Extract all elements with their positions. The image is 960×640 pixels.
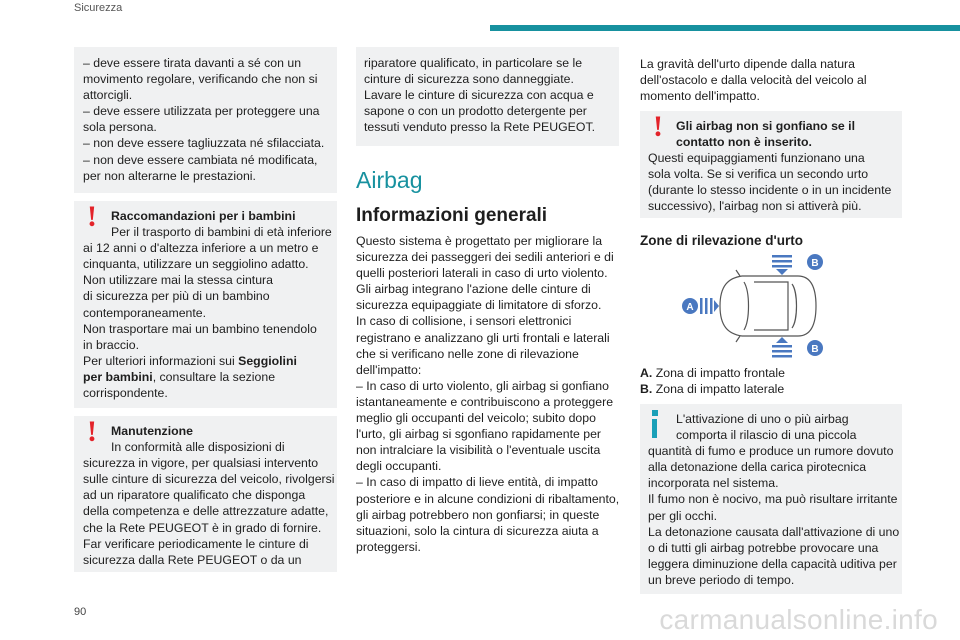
text-line: Gli airbag integrano l'azione delle cinture di [356,282,591,297]
text-line: posteriore e in alcune condizioni di ribaltamento, [356,491,620,506]
legend-item [640,365,785,381]
text-line: registrano e analizzano gli urti frontali e laterali [356,330,610,345]
text-line: degli occupanti. [356,459,442,474]
text-line: sola volta. Se si verifica un secondo urto [648,167,869,182]
smoke-info-box [640,404,902,594]
warning-icon: ! [87,200,97,233]
text-line: tessuti venduto presso la Rete PEUGEOT. [364,120,596,135]
text-line: meglio gli occupanti del veicolo; subito dopo [356,411,596,426]
text-line: della competenza e delle attrezzature adatte, [83,504,329,519]
text-line: – non deve essere cambiata né modificata, [83,152,318,167]
text-line: incorporata nel sistema. [648,476,779,491]
text-line: per gli occhi. [648,508,718,523]
front-impact-arrows [700,298,719,314]
text-fragment: , consultare la sezione [152,369,276,384]
text-line: sulle cinture di sicurezza del veicolo, rivolgersi [83,472,335,487]
header-accent-bar [490,25,960,31]
text-line: Questi equipaggiamenti funzionano una [648,151,865,166]
text-line: Non utilizzare mai la stessa cintura [83,273,273,288]
text-line [83,353,337,369]
legend-letter: A. [640,366,653,380]
text-line: gli airbag potrebbero non gonfiarsi; in queste [356,507,600,522]
text-line: Lavare le cinture di sicurezza con acqua e [364,88,594,103]
text-line: sicurezza in vigore, per qualsiasi intervento [83,456,319,471]
side-impact-arrows [772,255,792,358]
box-title: Raccomandazioni per i bambini [111,209,296,223]
text-line: che si verificano nelle zone di rilevazione [356,346,579,361]
text-line: – In caso di urto violento, gli airbag si gonfiano [356,378,609,393]
text-line: sicurezza dalla Rete PEUGEOT o da un [83,552,302,567]
maintenance-warning-box [74,416,337,572]
text-line: movimento regolare, verificando che non si [83,72,318,87]
text-line: – deve essere tirata davanti a sé con un [83,56,302,70]
legend-text: Zona di impatto frontale [655,366,785,380]
legend-item [640,381,785,397]
text-line: – non deve essere tagliuzzata né sfilacciata. [83,136,325,151]
text-line: quantità di fumo e produce un rumore dovuto [648,444,894,459]
text-line: sola persona. [83,120,157,135]
watermark: carmanualsonline.info [659,604,938,635]
airbag-warning-box [640,111,902,218]
text-line: comporta il rilascio di una piccola [676,428,857,443]
text-line: Non trasportare mai un bambino tenendolo [83,321,317,336]
box-title: Manutenzione [111,424,193,438]
text-line: Il fumo non è nocivo, ma può risultare irritante [648,492,898,507]
text-line: sapone o con un prodotto detergente per [364,104,587,119]
text-line: Far verificare periodicamente le cinture di [83,536,309,551]
subsection-heading: Informazioni generali [356,205,548,226]
text-line: per non alterarne le prestazioni. [83,168,256,183]
cross-reference-link[interactable]: per bambini [83,369,153,384]
text-line: o di tutti gli airbag potrebbe provocare una [648,540,879,555]
text-line [83,369,337,385]
text-line: che la Rete PEUGEOT è in grado di fornire. [83,520,322,535]
text-line: In conformità alle disposizioni di [111,440,285,455]
text-line: un breve periodo di tempo. [648,572,795,587]
zone-a-label: A [686,302,694,313]
legend-letter: B. [640,382,653,396]
impact-zones-diagram [680,252,830,360]
car-outline [720,270,816,342]
text-line: sicurezza equipaggiate di limitatore di sforzo. [356,298,602,313]
zones-heading: Zone di rilevazione d'urto [640,233,803,248]
text-line: Per il trasporto di bambini di età inferiore [111,225,332,240]
info-icon [650,410,659,438]
children-warning-box [74,201,337,408]
text-line: leggera diminuzione della capacità uditiva per [648,556,897,571]
text-line: Questo sistema è progettato per migliorare la [356,234,603,248]
text-line: riparatore qualificato, in particolare se le [364,56,583,70]
text-line: istantaneamente e contribuiscono a proteggere [356,394,614,409]
text-line: cinquanta, utilizzare un seggiolino adatto. [83,257,309,272]
text-line: corrispondente. [83,386,168,401]
text-line: in braccio. [83,337,140,352]
section-title: Airbag [356,167,423,193]
text-line: non intralciare la visibilità o l'eventuale uscita [356,443,601,458]
text-line: ai 12 anni o d'altezza inferiore a un metro e [83,241,319,256]
text-line: In caso di collisione, i sensori elettronici [356,314,572,329]
page-number: 90 [74,606,87,618]
text-line: momento dell'impatto. [640,89,760,104]
airbag-general-text [356,233,626,555]
text-line: sicurezza dei passeggeri dei sedili anteriori e di [356,250,614,265]
cross-reference-link[interactable]: Seggiolini [238,353,297,368]
text-line: La detonazione causata dall'attivazione di uno [648,524,900,539]
text-fragment: Per ulteriori informazioni sui [83,353,239,368]
text-line: (durante lo stesso incidente o in un incidente [648,183,892,198]
text-line: l'urto, gli airbag si sgonfiano rapidamente per [356,427,602,442]
text-line: contemporaneamente. [83,305,207,320]
text-line: ad un riparatore qualificato che disponga [83,488,306,503]
zone-b-label-bottom: B [811,344,819,355]
text-line: successivo), l'airbag non si attiverà più. [648,199,862,214]
text-line: di sicurezza per più di un bambino [83,289,270,304]
impact-intro-text [640,56,910,104]
text-line: attorcigli. [83,88,133,103]
text-line: La gravità dell'urto dipende dalla natura [640,57,855,71]
legend-text: Zona di impatto laterale [655,382,785,396]
text-line: proteggersi. [356,539,421,554]
text-line: – In caso di impatto di lieve entità, di impatto [356,475,598,490]
text-line: L'attivazione di uno o più airbag [676,412,849,426]
text-line: situazioni, solo la cintura di sicurezza aiuta a [356,523,599,538]
text-line: dell'impatto: [356,362,422,377]
text-line: alla detonazione della carica pirotecnica [648,460,867,475]
zone-b-label-top: B [811,258,819,269]
text-line: quelli posteriori laterali in caso di urto violento. [356,266,608,281]
section-header: Sicurezza [74,2,123,14]
box-title: contatto non è inserito. [676,135,812,150]
maintenance-continued-box [356,47,619,146]
warning-icon: ! [653,110,663,143]
belt-requirements-box [74,47,337,193]
text-line: dell'ostacolo e dalla velocità del veicolo al [640,73,867,88]
warning-icon: ! [87,415,97,448]
text-line: – deve essere utilizzata per proteggere una [83,104,320,119]
box-title: Gli airbag non si gonfiano se il [676,119,856,133]
text-line: cinture di sicurezza sono danneggiate. [364,72,574,87]
diagram-legend [640,365,785,397]
